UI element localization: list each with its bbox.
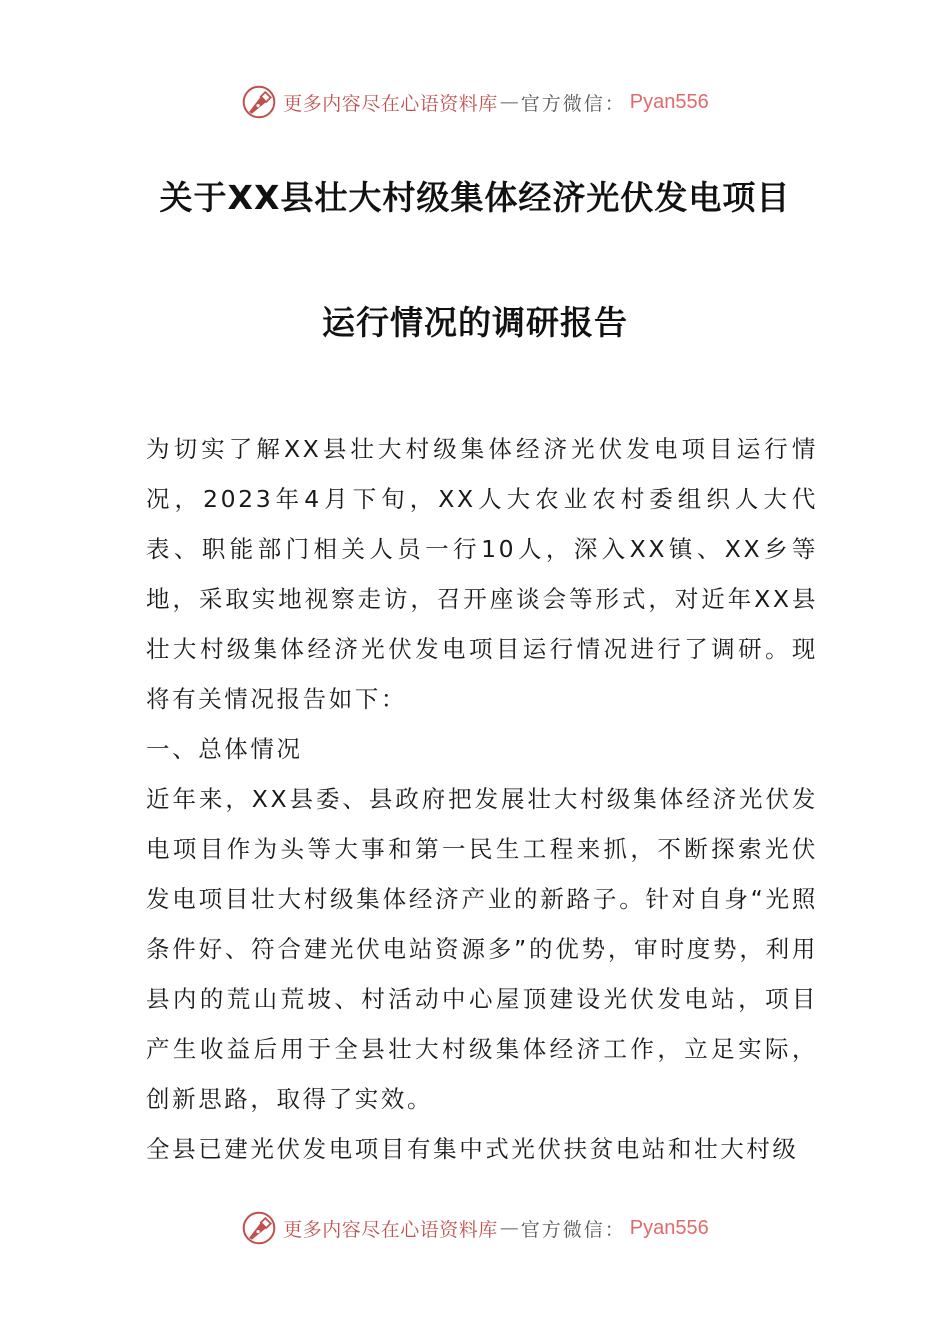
body-paragraph-projects: 全县已建光伏发电项目有集中式光伏扶贫电站和壮大村级 — [146, 1135, 799, 1163]
footer-watermark — [0, 1208, 950, 1248]
document-title-line-2: 运行情况的调研报告 — [322, 303, 628, 342]
watermark-dash: — — [499, 91, 519, 113]
pen-nib-logo-icon — [241, 84, 277, 120]
body-paragraph-intro: 为切实了解XX县壮大村级集体经济光伏发电项目运行情况，2023年4月下旬，XX人大农业农村委组织人大代表、职能部门相关人员一行10人，深入XX镇、XX乡等地，采取实地视察走访，召开座谈会等形式，对近年XX县壮大村级集体经济光伏发电项目运行情况进行了调研。现将有关情况报告如下： — [146, 435, 818, 713]
watermark-site-text: 更多内容尽在心语资料库 — [283, 1218, 498, 1241]
section-heading-overview: 一、总体情况 — [146, 735, 303, 763]
watermark-wechat-label: 官方微信： — [520, 1218, 626, 1241]
document-title-line-1: 关于XX县壮大村级集体经济光伏发电项目 — [159, 178, 791, 217]
watermark-dash: — — [499, 1217, 519, 1239]
watermark-wechat-id: Pyan556 — [629, 1216, 709, 1239]
pen-nib-logo-icon — [241, 1210, 277, 1246]
body-paragraph-overview: 近年来，XX县委、县政府把发展壮大村级集体经济光伏发电项目作为头等大事和第一民生工程来抓，不断探索光伏发电项目壮大村级集体经济产业的新路子。针对自身“光照条件好、符合建光伏电站资源多”的优势，审时度势，利用县内的荒山荒坡、村活动中心屋顶建设光伏发电站，项目产生收益后用于全县壮大村级集体经济工作，立足实际，创新思路，取得了实效。 — [146, 785, 818, 1113]
watermark-wechat-id: Pyan556 — [629, 90, 709, 113]
header-watermark — [0, 82, 950, 122]
watermark-wechat-label: 官方微信： — [520, 92, 626, 115]
watermark-site-text: 更多内容尽在心语资料库 — [283, 92, 498, 115]
document-body — [146, 424, 818, 1174]
